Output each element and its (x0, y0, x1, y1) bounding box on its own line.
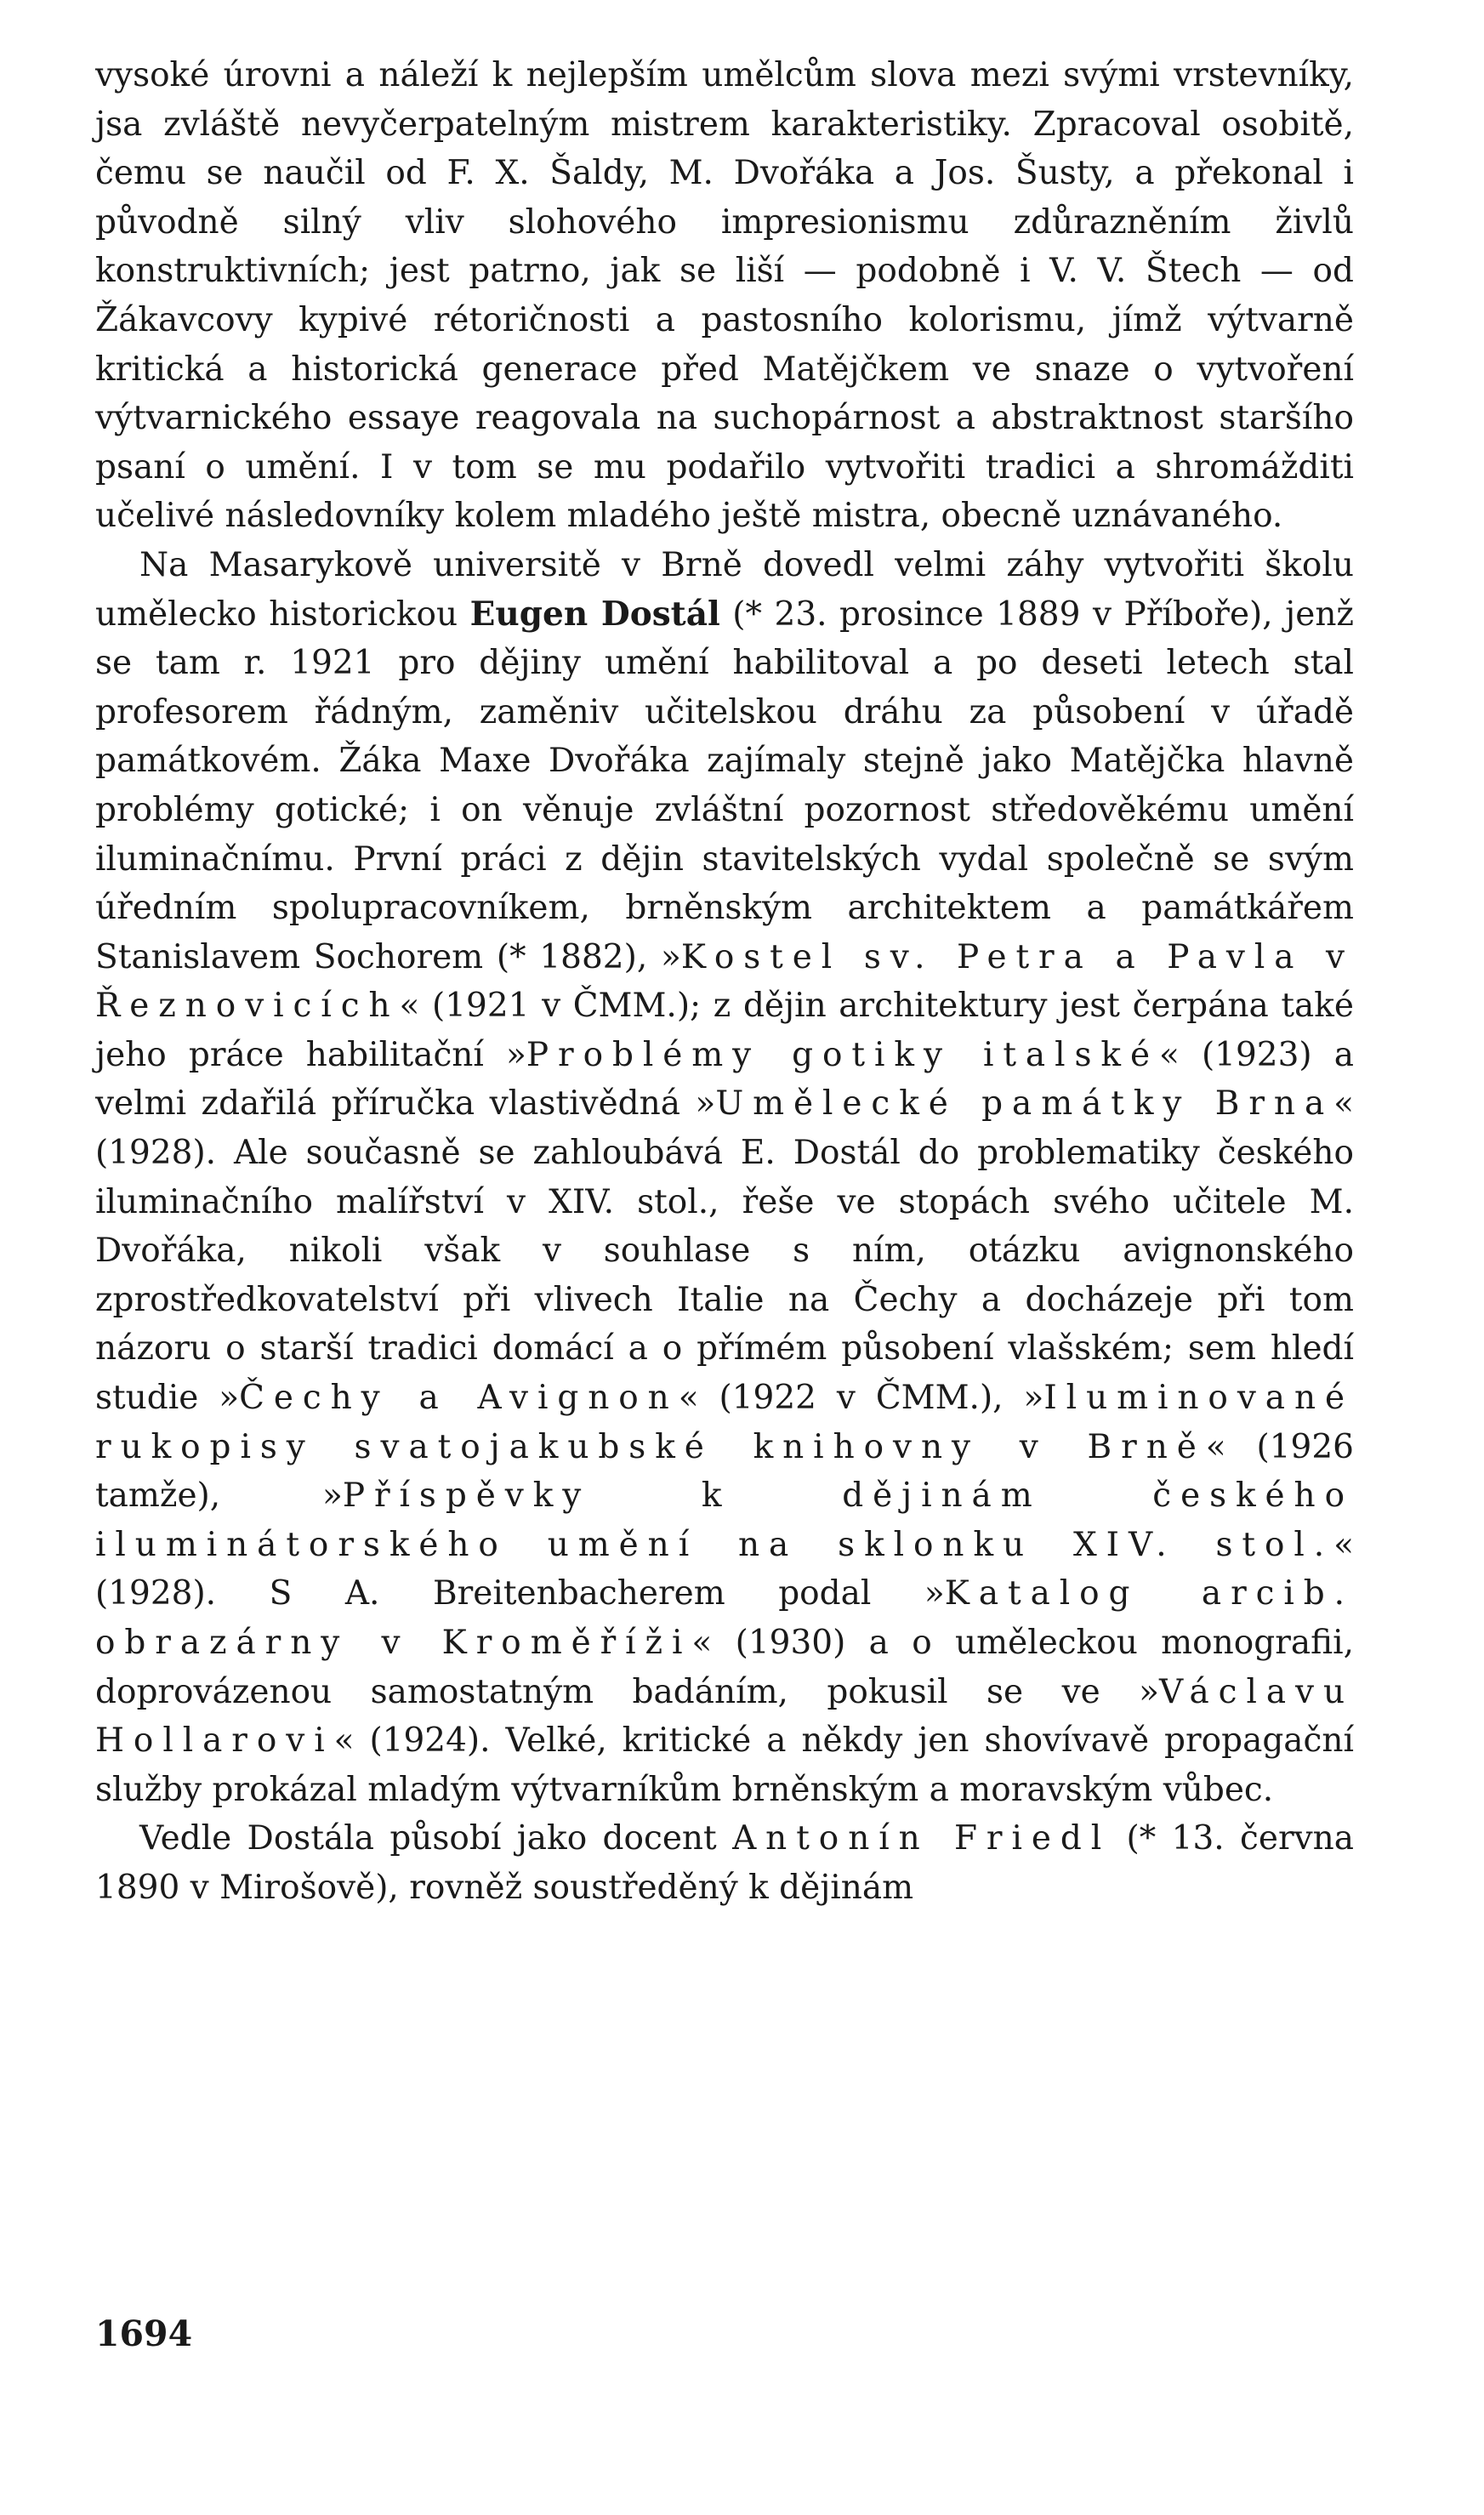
spaced-title: Kostel sv. Petra a Pavla v Řeznovicích (95, 937, 1355, 1026)
bold-name: Eugen Dostál (469, 594, 720, 634)
paragraph (95, 541, 1354, 1814)
body-text (95, 51, 1354, 1913)
text-run: (* 13. června 1890 v Mirošově), rovněž soustředěný k dějinám (95, 1819, 1354, 1907)
text-run: « (1930) a o uměleckou monografii, doprovázenou samostatným badáním, pokusil se ve » (95, 1624, 1354, 1711)
page-number: 1694 (95, 2313, 193, 2354)
spaced-title: Příspěvky k dějinám českého iluminátorského umění na sklonku XIV. stol. (95, 1477, 1354, 1564)
paragraph (95, 51, 1354, 541)
text-run: « (1921 v ČMM.); z dějin architektury jest čerpána také jeho práce habilitační » (95, 987, 1354, 1074)
spaced-title: Čechy a Avignon (239, 1379, 679, 1418)
spaced-title: Problémy gotiky italské (526, 1035, 1159, 1074)
spaced-title: Umělecké památky Brna (715, 1084, 1334, 1124)
text-run: Na Masarykově universitě v Brně dovedl velmi záhy vytvořiti školu umělecko historickou (95, 545, 1354, 634)
spaced-title: Katalog arcib. obrazárny v Kroměříži (95, 1574, 1354, 1662)
text-run: « (1923) a velmi zdařilá příručka vlastivědná » (95, 1035, 1354, 1124)
spaced-title: Iluminované rukopisy svatojakubské knihovny v Brně (95, 1379, 1354, 1466)
paragraph (95, 1814, 1354, 1912)
text-run: « (1922 v ČMM.), » (678, 1379, 1044, 1418)
text-run: vysoké úrovni a náleží k nejlepším umělcům slova mezi svými vrstevníky, jsa zvláště nevyčerpatelným mistrem karakteristiky. Zpracoval osobitě, čemu se naučil od F. X. Šaldy, M. Dvořáka a Jos. Šusty, a překonal i původně silný vliv slohového impresionismu zdůrazněním živlů konstruktivních; jest patrno, jak se liší — podobně i V. V. Štech — od Žákavcovy kypivé rétoričnosti a pastosního kolorismu, jímž výtvarně kritická a historická generace před Matějčkem ve snaze o vytvoření výtvarnického essaye reagovala na suchopárnost a abstraktnost staršího psaní o umění. I v tom se mu podařilo vytvořiti tradici a shromážditi učelivé následovníky kolem mladého ještě mistra, obecně uznávaného. (95, 56, 1354, 536)
text-run: « (1924). Velké, kritické a někdy jen shovívavě propagační služby prokázal mladým výtvarníkům brněnským a moravským vůbec. (95, 1721, 1354, 1809)
text-run: Vedle Dostála působí jako docent (139, 1819, 733, 1858)
text-run: (* 23. prosince 1889 v Příboře), jenž se tam r. 1921 pro dějiny umění habilitoval a po deseti letech stal profesorem řádným, zaměniv učitelskou dráhu za působení v úřadě památkovém. Žáka Maxe Dvořáka zajímaly stejně jako Matějčka hlavně problémy gotické; i on věnuje zvláštní pozornost středověkému umění iluminačnímu. První práci z dějin stavitelských vydal společně se svým úředním spolupracovníkem, brněnským architektem a památkářem Stanislavem Sochorem (* 1882), » (95, 595, 1354, 976)
spaced-title: Antonín Friedl (732, 1819, 1112, 1858)
text-run: « (1928). S A. Breitenbacherem podal » (95, 1525, 1354, 1613)
text-run: « (1928). Ale současně se zahloubává E. Dostál do problematiky českého iluminačního malířství v XIV. stol., řeše ve stopách svého učitele M. Dvořáka, nikoli však v souhlase s ním, otázku avignonského zprostředkovatelství při vlivech Italie na Čechy a docházeje při tom názoru o starší tradici domácí a o přímém působení vlašském; sem hledí studie » (95, 1084, 1354, 1418)
text-run: « (1926 tamže), » (95, 1427, 1354, 1516)
spaced-title: Václavu Hollarovi (95, 1672, 1354, 1761)
